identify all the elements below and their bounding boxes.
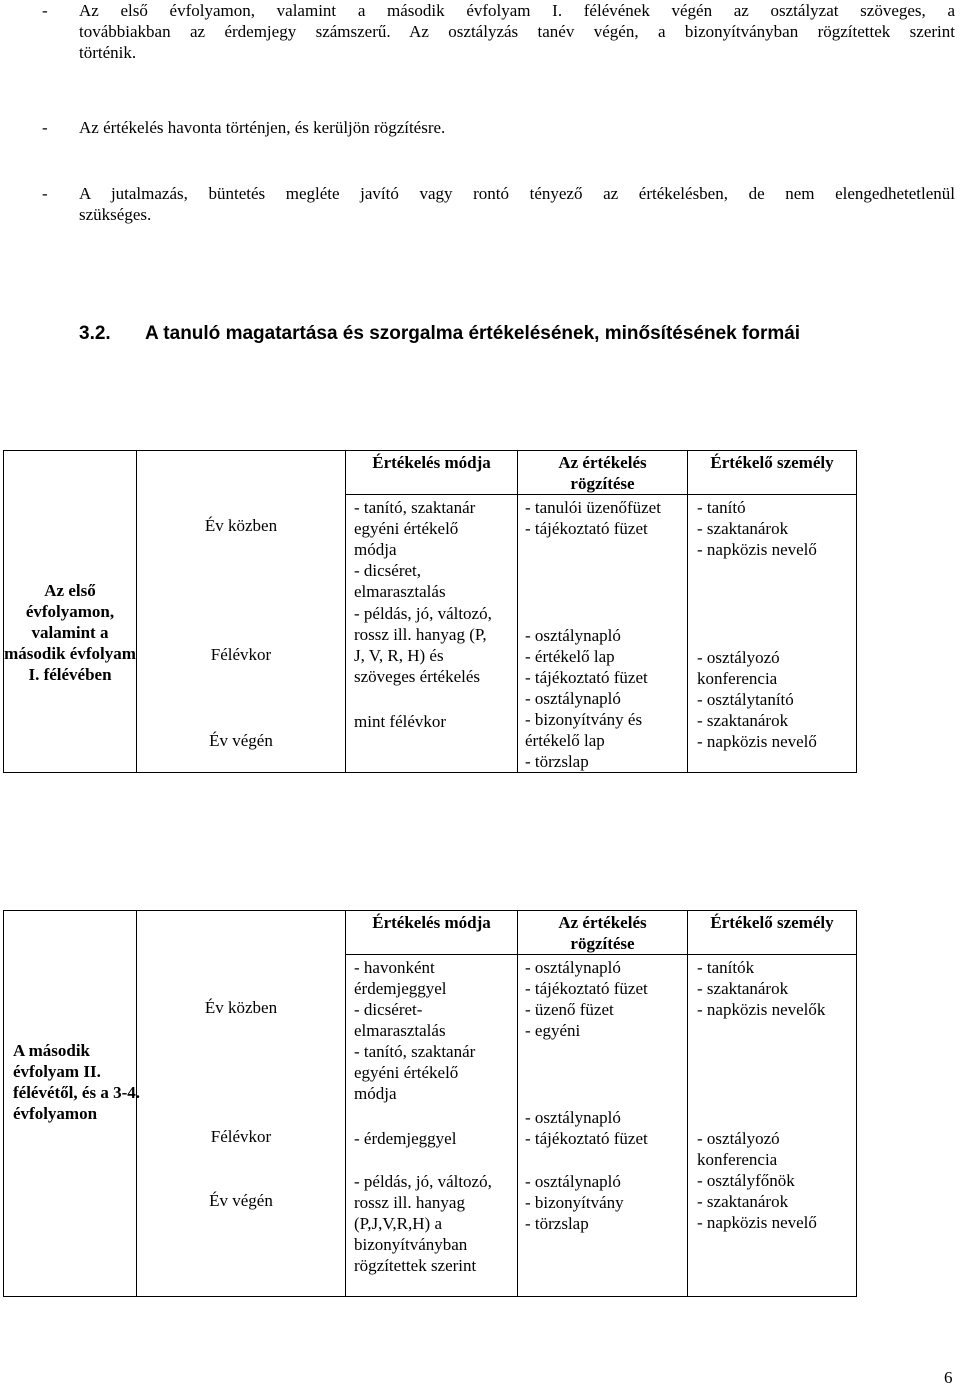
text-line: - napközis nevelők [697,1000,826,1019]
period-end: Év végén [209,1191,273,1210]
period-cell [137,451,346,773]
text-line: Az értékelés havonta történjen, és kerüljön rögzítésre. [79,118,446,137]
text-line: - tanító, szaktanár [354,498,476,517]
text-line: - egyéni [525,1021,581,1040]
evaluation-table-2 [3,910,857,1297]
bullet-dash: - [42,118,48,137]
section-title: A tanuló magatartása és szorgalma értékelésének, minősítésének formái [145,323,801,344]
header-person [688,911,857,955]
text-line: rossz ill. hanyag (P, [354,625,487,644]
grade-cell [4,451,137,773]
text-line: - osztálynapló [525,626,621,645]
record-cell [518,955,688,1297]
section-number: 3.2. [79,323,111,344]
grade-label: I. félévében [28,665,112,684]
text-line: szöveges értékelés [354,667,481,686]
text-line: - üzenő füzet [525,1000,614,1019]
text-line: - dicséret, [354,561,422,580]
text-line: - havonként [354,958,435,977]
text-line: módja [354,540,397,559]
text-line: - osztálynapló [525,689,621,708]
text-line: - tájékoztató füzet [525,979,648,998]
text-line: - törzslap [525,1214,589,1233]
header-label: Értékelés módja [372,913,491,932]
bullet-text [79,0,955,63]
header-label: Az értékelés [558,913,647,932]
text-line: - osztálytanító [697,690,794,709]
header-label: rögzítése [570,934,635,953]
header-method [346,911,518,955]
grade-label: Az első [44,581,96,600]
text-line: mint félévkor [354,712,447,731]
grade-label: évfolyam II. [13,1062,101,1081]
period-during: Év közben [204,998,278,1017]
text-line: elmarasztalás [354,1021,446,1040]
text-line: - osztálynapló [525,958,621,977]
period-half: Félévkor [210,1127,272,1146]
header-label: Értékelő személy [710,913,834,932]
text-line: bizonyítványban [354,1235,468,1254]
bullet-text [79,183,955,225]
grade-cell [4,911,140,1297]
period-cell [137,911,346,1297]
grade-label: A második [13,1041,90,1060]
text-line: - osztályozó [697,1129,780,1148]
page-number: 6 [944,1368,953,1387]
header-label: Értékelés módja [372,453,491,472]
text-line: rossz ill. hanyag [354,1193,465,1212]
text-line: - bizonyítvány és [525,710,643,729]
person-cell [688,495,857,773]
header-label: rögzítése [570,474,635,493]
bullet-dash: - [42,184,48,203]
text-line: - szaktanárok [697,1192,789,1211]
text-line: - szaktanárok [697,519,789,538]
grade-label: félévétől, és a 3-4. [13,1083,140,1102]
text-line: - szaktanárok [697,979,789,998]
text-line: - napközis nevelő [697,1213,817,1232]
text-line: történik. [79,43,137,62]
text-line: - tanulói üzenőfüzet [525,498,661,517]
period-half: Félévkor [210,645,272,664]
text-line: - osztályfőnök [697,1171,795,1190]
method-cell [346,955,518,1297]
text-line: - tájékoztató füzet [525,519,648,538]
text-line: - napközis nevelő [697,540,817,559]
text-line: - tanító [697,498,746,517]
grade-label: évfolyamon, [25,602,115,621]
header-method [346,451,518,495]
section-heading [79,322,800,346]
record-cell [518,495,688,773]
header-person [688,451,857,495]
text-line: - szaktanárok [697,711,789,730]
text-line: - tanító, szaktanár [354,1042,476,1061]
period-during: Év közben [204,516,278,535]
grade-label: évfolyamon [13,1104,98,1123]
method-cell [346,495,518,773]
text-line: egyéni értékelő [354,1063,459,1082]
bullet-dash: - [42,1,48,20]
text-line: elmarasztalás [354,582,446,601]
text-line: rögzítettek szerint [354,1256,477,1275]
person-cell [688,955,857,1297]
bullet-text [79,117,955,138]
text-line: konferencia [697,669,778,688]
header-record [518,451,688,495]
text-line: - tájékoztató füzet [525,668,648,687]
text-line: - osztályozó [697,648,780,667]
text-line: - osztálynapló [525,1172,621,1191]
text-line: - értékelő lap [525,647,615,666]
grade-label: második évfolyam [4,644,136,663]
header-record [518,911,688,955]
text-line: konferencia [697,1150,778,1169]
evaluation-table-1 [3,450,857,773]
text-line: egyéni értékelő [354,519,459,538]
period-end: Év végén [209,731,273,750]
text-line: A jutalmazás, büntetés megléte javító vagy rontó tényező az értékelésben, de nem elengedhetetlenül [79,184,955,203]
text-line: módja [354,1084,397,1103]
text-line: - tájékoztató füzet [525,1129,648,1148]
text-line: - példás, jó, változó, [354,1172,492,1191]
text-line: - bizonyítvány [525,1193,624,1212]
text-line: - tanítók [697,958,755,977]
text-line: J, V, R, H) és [354,646,444,665]
text-line: (P,J,V,R,H) a [354,1214,443,1233]
text-line: - példás, jó, változó, [354,604,492,623]
text-line: - érdemjeggyel [354,1129,457,1148]
header-label: Az értékelés [558,453,647,472]
text-line: - törzslap [525,752,589,771]
grade-label: valamint a [31,623,109,642]
header-label: Értékelő személy [710,453,834,472]
text-line: továbbiakban az érdemjegy számszerű. Az osztályzás tanév végén, a bizonyítványban rögzítettek szerint [79,22,955,41]
text-line: érdemjeggyel [354,979,447,998]
text-line: Az első évfolyamon, valamint a második évfolyam I. félévének végén az osztályzat szöveges, a [79,1,955,20]
text-line: - dicséret- [354,1000,423,1019]
text-line: szükséges. [79,205,152,224]
text-line: értékelő lap [525,731,605,750]
text-line: - osztálynapló [525,1108,621,1127]
text-line: - napközis nevelő [697,732,817,751]
